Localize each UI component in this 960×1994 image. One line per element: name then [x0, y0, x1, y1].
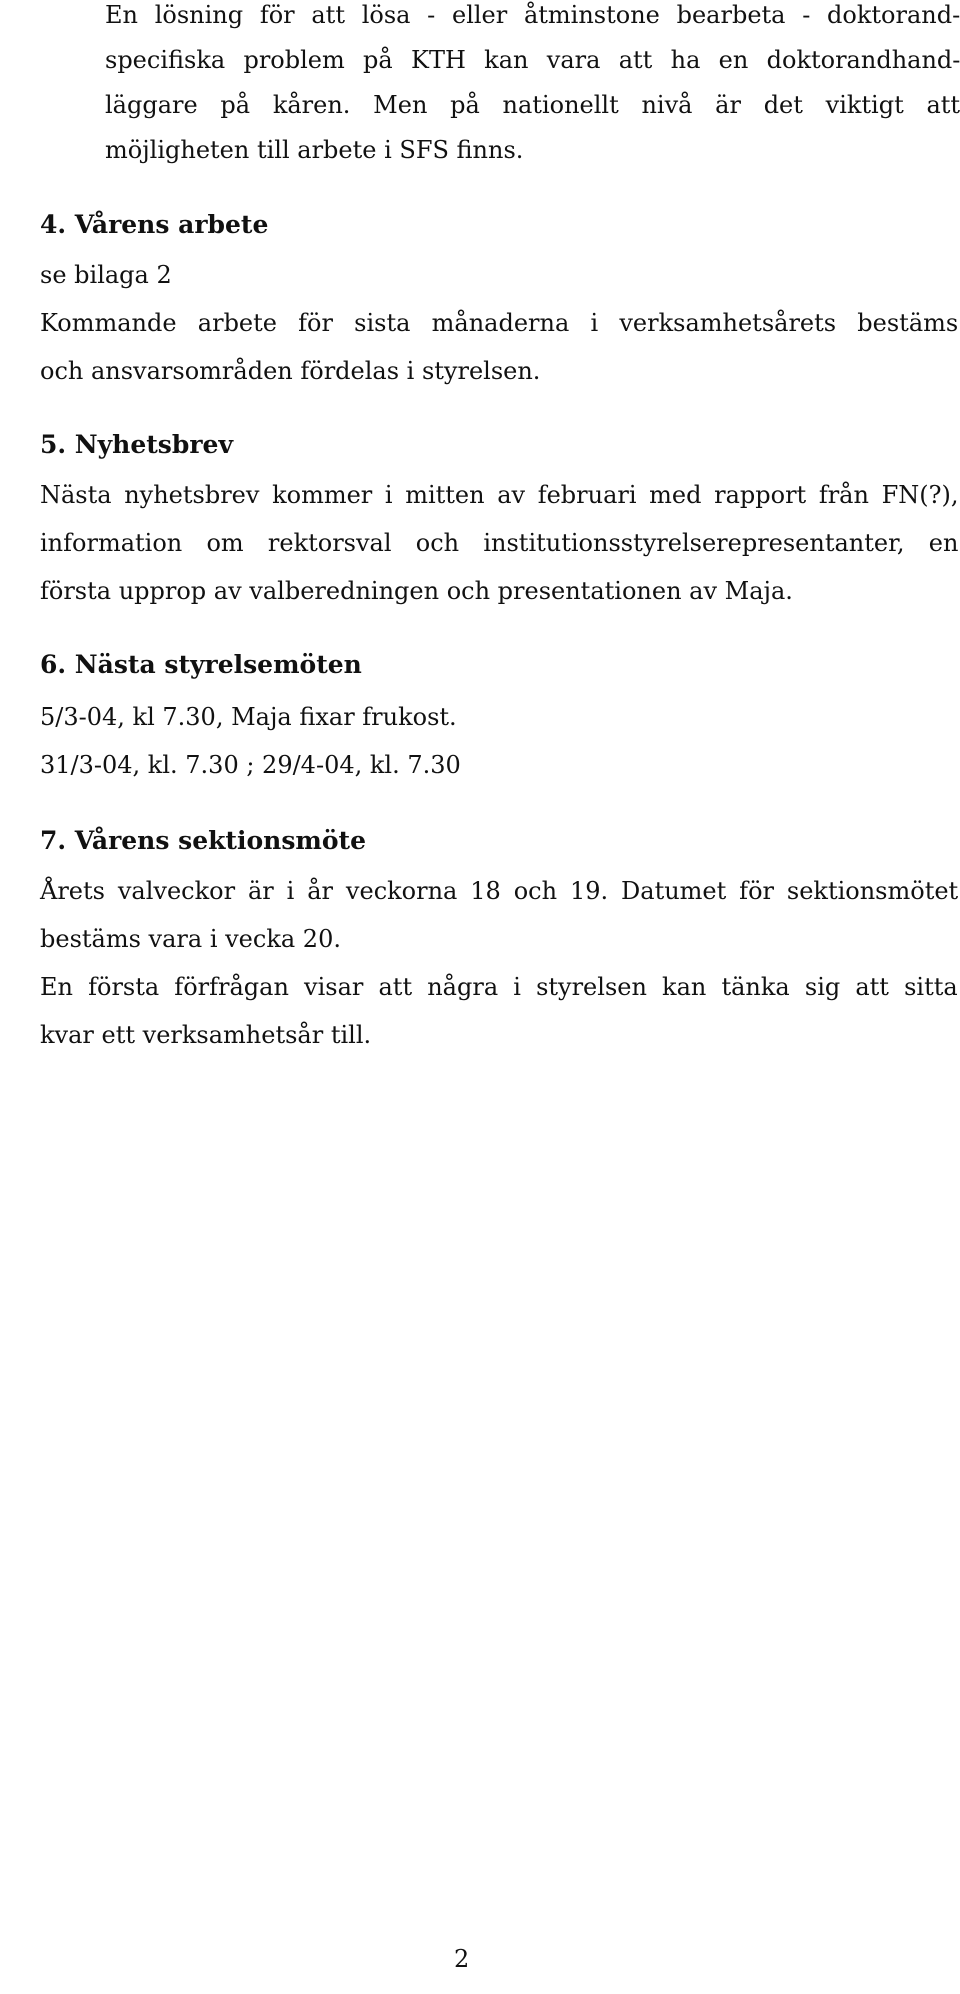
section-7-line-4: kvar ett verksamhetsår till.: [40, 1021, 372, 1049]
section-4-line-2: Kommande arbete för sista månaderna i verksamhetsårets bestäms: [40, 309, 959, 337]
section-7-line-1: Årets valveckor är i år veckorna 18 och 19. Datumet för sektionsmötet: [40, 877, 959, 905]
section-6-heading: 6. Nästa styrelsemöten: [40, 650, 362, 679]
intro-line-2: specifiska problem på KTH kan vara att ha en doktorandhand-: [105, 46, 960, 74]
section-4-line-1: se bilaga 2: [40, 261, 172, 289]
section-4-heading: 4. Vårens arbete: [40, 210, 269, 239]
section-5-line-2: information om rektorsval och institutionsstyrelserepresentanter, en: [40, 529, 959, 557]
page-number: 2: [454, 1945, 470, 1973]
intro-line-4: möjligheten till arbete i SFS finns.: [105, 136, 524, 164]
intro-line-3: läggare på kåren. Men på nationellt nivå är det viktigt att: [105, 91, 960, 119]
section-5-heading: 5. Nyhetsbrev: [40, 430, 233, 459]
section-6-line-1: 5/3-04, kl 7.30, Maja fixar frukost.: [40, 703, 457, 731]
section-7-line-3: En första förfrågan visar att några i styrelsen kan tänka sig att sitta: [40, 973, 958, 1001]
section-5-line-3: första upprop av valberedningen och presentationen av Maja.: [40, 577, 793, 605]
section-6-line-2: 31/3-04, kl. 7.30 ; 29/4-04, kl. 7.30: [40, 751, 461, 779]
intro-line-1: En lösning för att lösa - eller åtminstone bearbeta - doktorand-: [105, 1, 960, 29]
section-7-heading: 7. Vårens sektionsmöte: [40, 826, 366, 855]
section-5-line-1: Nästa nyhetsbrev kommer i mitten av februari med rapport från FN(?),: [40, 481, 959, 509]
section-4-line-3: och ansvarsområden fördelas i styrelsen.: [40, 357, 541, 385]
section-7-line-2: bestäms vara i vecka 20.: [40, 925, 341, 953]
